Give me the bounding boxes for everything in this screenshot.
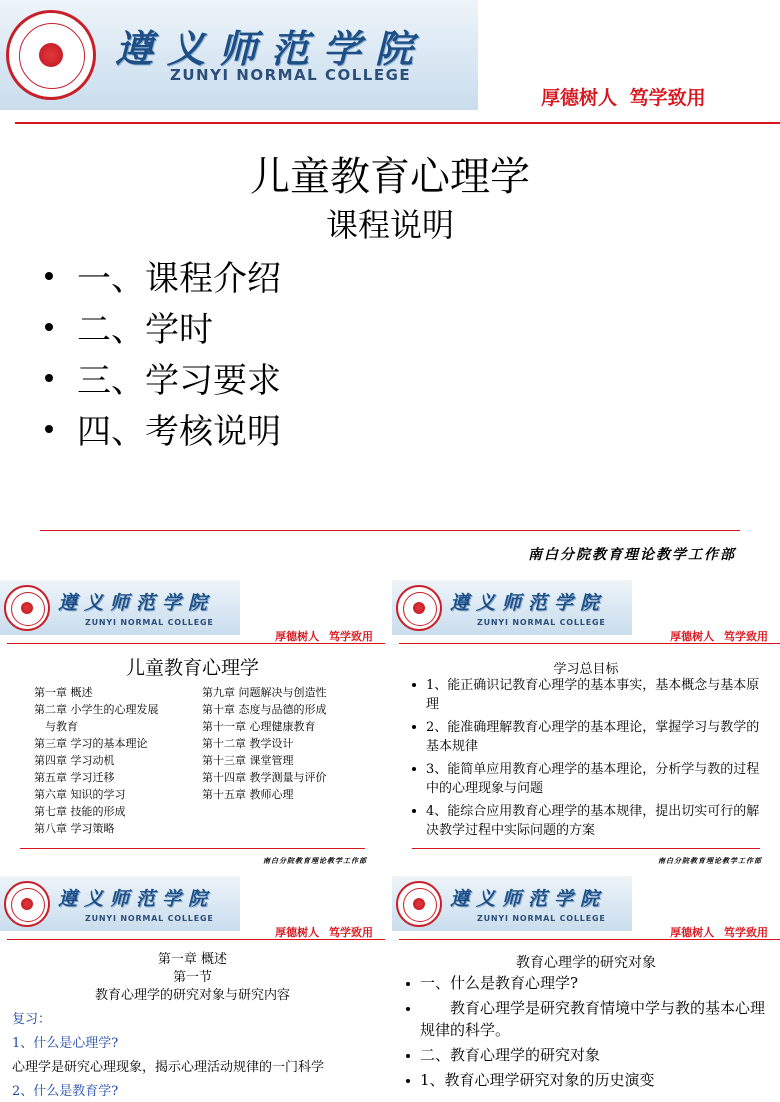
college-english-name: ZUNYI NORMAL COLLEGE (170, 66, 412, 84)
college-english-name: ZUNYI NORMAL COLLEGE (85, 618, 214, 627)
section-heading: 第一节 (172, 970, 212, 985)
chapters-slide (0, 580, 385, 870)
chapter-item: 第十四章 教学测量与评价 (202, 771, 327, 784)
department-footer: 南白分院教育理论教学工作部 (658, 856, 762, 865)
outline-item: 二、学时 (45, 301, 281, 352)
college-calligraphy: 遵义师范学院 (58, 888, 215, 910)
chapter-item: 第三章 学习的基本理论 (34, 737, 148, 750)
outline-item: 四、考核说明 (45, 403, 281, 454)
goal-item: 1、能正确识记教育心理学的基本事实，基本概念与基本原理 (410, 676, 770, 714)
question-pedagogy: 2、什么是教育学? (12, 1084, 119, 1099)
course-title: 儿童教育心理学 (250, 154, 530, 200)
research-object-title: 教育心理学的研究对象 (516, 955, 656, 971)
chapter-item: 第二章 小学生的心理发展 (34, 703, 159, 716)
college-motto: 厚德树人 笃学致用 (541, 87, 706, 109)
footer-divider (40, 530, 740, 531)
college-english-name: ZUNYI NORMAL COLLEGE (85, 914, 214, 923)
course-outline (45, 250, 281, 454)
chapter-item: 第五章 学习迁移 (34, 771, 115, 784)
answer-psychology: 心理学是研究心理现象，揭示心理活动规律的一门科学 (12, 1060, 325, 1075)
bullet-icon (45, 272, 53, 280)
college-seal-icon (4, 881, 50, 927)
college-english-name: ZUNYI NORMAL COLLEGE (477, 914, 606, 923)
header-divider (7, 939, 385, 940)
chapter-list-right (202, 684, 382, 803)
chapter-item: 第四章 学习动机 (34, 754, 115, 767)
goals-slide (392, 580, 780, 870)
bullet-icon (45, 374, 53, 382)
chapter-item: 第十五章 教师心理 (202, 788, 294, 801)
college-banner (0, 580, 240, 635)
chapter-item: 第十三章 课堂管理 (202, 754, 294, 767)
goal-list (410, 676, 770, 844)
list-item: 一、什么是教育心理学? (404, 972, 772, 994)
college-calligraphy: 遵义师范学院 (58, 592, 215, 614)
chapter-item: 第九章 问题解决与创造性 (202, 686, 327, 699)
college-seal-icon (6, 10, 96, 100)
bullet-icon (45, 323, 53, 331)
college-banner (392, 580, 632, 635)
college-motto: 厚德树人 笃学致用 (670, 630, 768, 643)
college-motto: 厚德树人 笃学致用 (275, 926, 373, 939)
chapter-item: 第一章 概述 (34, 686, 93, 699)
header-divider (15, 122, 780, 124)
chapters-title: 儿童教育心理学 (125, 657, 259, 679)
college-seal-icon (396, 585, 442, 631)
goal-item: 2、能准确理解教育心理学的基本理论，掌握学习与教学的基本规律 (410, 718, 770, 756)
goal-item: 4、能综合应用教育心理学的基本规律，提出切实可行的解决教学过程中实际问题的方案 (410, 802, 770, 840)
chapter-item: 第十二章 教学设计 (202, 737, 294, 750)
goal-item: 3、能简单应用教育心理学的基本理论，分析学与教的过程中的心理现象与问题 (410, 760, 770, 798)
list-item: 二、教育心理学的研究对象 (404, 1044, 772, 1066)
department-footer: 南白分院教育理论教学工作部 (528, 547, 736, 563)
bullet-icon (45, 425, 53, 433)
outline-item: 三、学习要求 (45, 352, 281, 403)
footer-divider (20, 848, 365, 849)
list-item: 1、教育心理学研究对象的历史演变 (404, 1069, 772, 1091)
header-divider (399, 643, 780, 644)
college-banner (0, 0, 478, 110)
college-seal-icon (4, 585, 50, 631)
college-calligraphy: 遵义师范学院 (450, 592, 607, 614)
chapter-item: 第十一章 心理健康教育 (202, 720, 316, 733)
research-object-list (404, 972, 772, 1094)
college-calligraphy: 遵义师范学院 (450, 888, 607, 910)
college-calligraphy: 遵义师范学院 (115, 26, 428, 71)
header-divider (7, 643, 385, 644)
chapter-list-left (34, 684, 194, 837)
chapter-item: 与教育 (34, 720, 78, 733)
college-seal-icon (396, 881, 442, 927)
college-banner (0, 876, 240, 931)
chapter-one-slide (0, 876, 385, 1102)
college-banner (392, 876, 632, 931)
outline-item: 一、课程介绍 (45, 250, 281, 301)
chapter-item: 第十章 态度与品德的形成 (202, 703, 327, 716)
course-subtitle: 课程说明 (325, 206, 454, 244)
footer-divider (412, 848, 760, 849)
review-label: 复习： (12, 1012, 52, 1027)
department-footer: 南白分院教育理论教学工作部 (263, 856, 367, 865)
college-motto: 厚德树人 笃学致用 (275, 630, 373, 643)
chapter-item: 第七章 技能的形成 (34, 805, 126, 818)
section-title: 教育心理学的研究对象与研究内容 (94, 988, 290, 1003)
goals-title: 学习总目标 (553, 662, 619, 677)
college-motto: 厚德树人 笃学致用 (670, 926, 768, 939)
question-psychology: 1、什么是心理学? (12, 1036, 119, 1051)
chapter-heading: 第一章 概述 (157, 952, 228, 967)
college-english-name: ZUNYI NORMAL COLLEGE (477, 618, 606, 627)
research-object-slide (392, 876, 780, 1102)
list-item: 教育心理学是研究教育情境中学与教的基本心理规律的科学。 (404, 997, 772, 1041)
chapter-item: 第六章 知识的学习 (34, 788, 126, 801)
header-divider (399, 939, 780, 940)
chapter-item: 第八章 学习策略 (34, 822, 115, 835)
